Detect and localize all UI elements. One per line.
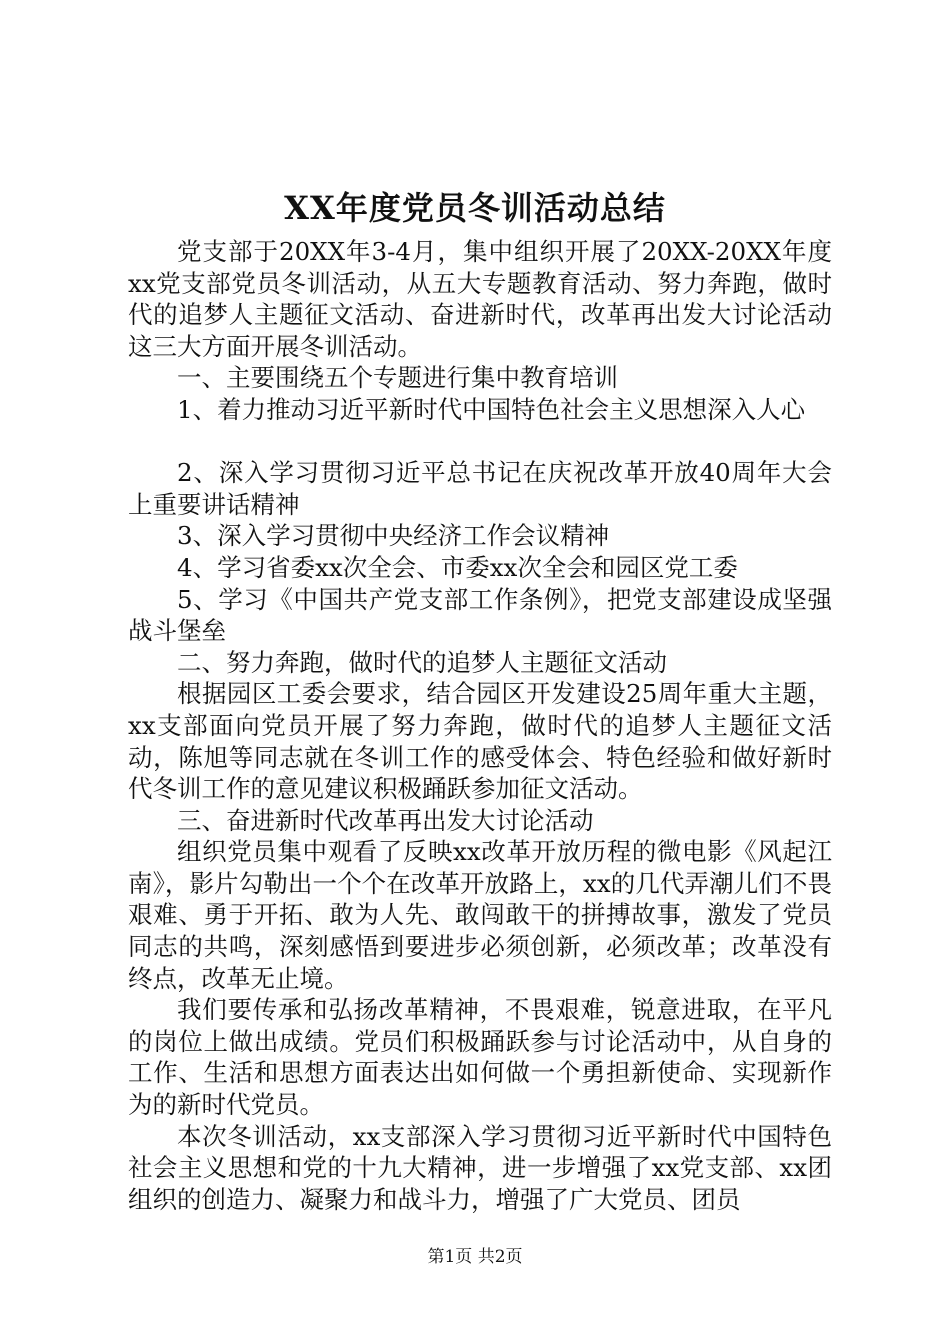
page-indicator: 第1页 共2页 bbox=[427, 1247, 523, 1267]
section-heading-3: 三、奋进新时代改革再出发大讨论活动 bbox=[177, 805, 594, 835]
list-item-5: 5、学习《中国共产党支部工作条例》，把党支部建设成坚强战斗堡垒 bbox=[128, 584, 832, 646]
paragraph-conclusion: 本次冬训活动，xx支部深入学习贯彻习近平新时代中国特色社会主义思想和党的十九大精神，进一步增强了xx党支部、xx团组织的创造力、凝聚力和战斗力，增强了广大党员、团员 bbox=[128, 1121, 832, 1214]
document-title: XX年度党员冬训活动总结 bbox=[284, 189, 666, 227]
list-item-4: 4、学习省委xx次全会、市委xx次全会和园区党工委 bbox=[177, 552, 738, 582]
paragraph-reform-spirit: 我们要传承和弘扬改革精神，不畏艰难，锐意进取，在平凡的岗位上做出成绩。党员们积极踊跃参与讨论活动中，从自身的工作、生活和思想方面表达出如何做一个勇担新使命、实现新作为的新时代党员。 bbox=[128, 995, 832, 1120]
list-item-2: 2、深入学习贯彻习近平总书记在庆祝改革开放40周年大会上重要讲话精神 bbox=[128, 458, 832, 519]
paragraph-film-viewing: 组织党员集中观看了反映xx改革开放历程的微电影《风起江南》，影片勾勒出一个个在改革开放路上，xx的几代弄潮儿们不畏艰难、勇于开拓、敢为人先、敢闯敢干的拼搏故事，激发了党员同志的共鸣，深刻感悟到要进步必须创新，必须改革；改革没有终点，改革无止境。 bbox=[128, 837, 832, 993]
section-heading-1: 一、主要围绕五个专题进行集中教育培训 bbox=[177, 363, 618, 393]
paragraph-intro: 党支部于20XX年3-4月，集中组织开展了20XX-20XX年度xx党支部党员冬训活动，从五大专题教育活动、努力奔跑，做时代的追梦人主题征文活动、奋进新时代，改革再出发大讨论活动这三大方面开展冬训活动。 bbox=[128, 237, 832, 361]
paragraph-essay-activity: 根据园区工委会要求，结合园区开发建设25周年重大主题，xx支部面向党员开展了努力奔跑，做时代的追梦人主题征文活动，陈旭等同志就在冬训工作的感受体会、特色经验和做好新时代冬训工作的意见建议积极踊跃参加征文活动。 bbox=[128, 679, 832, 804]
document-body bbox=[128, 236, 832, 1215]
list-item-3: 3、深入学习贯彻中央经济工作会议精神 bbox=[177, 521, 610, 551]
list-item-1: 1、着力推动习近平新时代中国特色社会主义思想深入人心 bbox=[177, 394, 806, 424]
section-heading-2: 二、努力奔跑，做时代的追梦人主题征文活动 bbox=[177, 647, 667, 677]
